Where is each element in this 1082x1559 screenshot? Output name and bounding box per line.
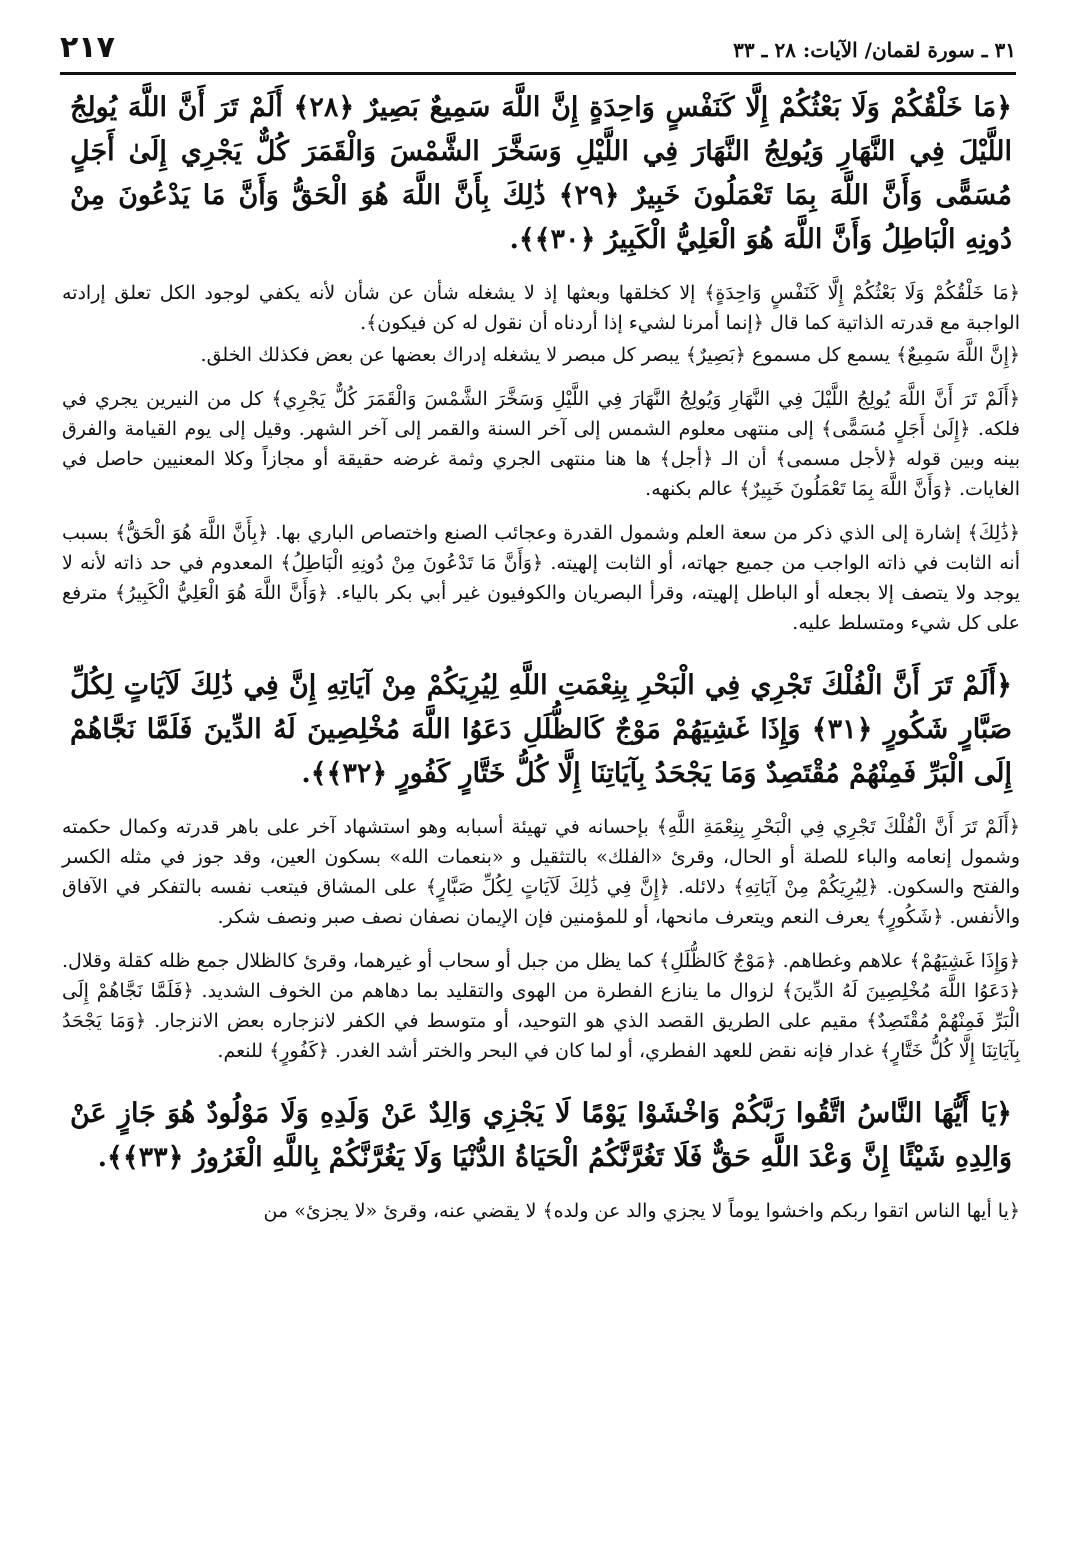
commentary-paragraph: ﴿ذَٰلِكَ﴾ إشارة إلى الذي ذكر من سعة العلم وشمول القدرة وعجائب الصنع واختصاص الباري بها. ﴿بِأَنَّ اللَّهَ هُوَ الْحَقُّ﴾ بسبب أنه الثابت في ذاته الواجب من جميع جهاته، أو الثابت إلهيته. ﴿وَأَنَّ مَا تَدْعُونَ مِنْ دُونِهِ الْبَاطِلُ﴾ المعدوم في حد ذاته لأنه لا يوجد ولا يتصف إلا بجعله أو الباطل إلهيته، وقرأ البصريان والكوفيون غير أبي بكر بالياء. ﴿وَأَنَّ اللَّهَ هُوَ الْعَلِيُّ الْكَبِيرُ﴾ مترفع على كل شيء ومتسلط عليه. <box>62 522 1020 634</box>
commentary-block <box>62 812 1020 932</box>
page-number: ٢١٧ <box>60 30 115 65</box>
commentary-paragraph: ﴿يا أيها الناس اتقوا ربكم واخشوا يوماً لا يجزي والد عن ولده﴾ لا يقضي عنه، وقرئ «لا يجزئ» من <box>263 1200 1020 1222</box>
quran-verse-block-31-32: ﴿أَلَمْ تَرَ أَنَّ الْفُلْكَ تَجْرِي فِي الْبَحْرِ بِنِعْمَتِ اللَّهِ لِيُرِيَكُمْ مِنْ آيَاتِهِ إِنَّ فِي ذَٰلِكَ لَآيَاتٍ لِكُلِّ صَبَّارٍ شَكُورٍ ﴿٣١﴾ وَإِذَا غَشِيَهُمْ مَوْجٌ كَالظُّلَلِ دَعَوُا اللَّهَ مُخْلِصِينَ لَهُ الدِّينَ فَلَمَّا نَجَّاهُمْ إِلَى الْبَرِّ فَمِنْهُمْ مُقْتَصِدٌ وَمَا يَجْحَدُ بِآيَاتِنَا إِلَّا كُلُّ خَتَّارٍ كَفُورٍ ﴿٣٢﴾﴾. <box>70 670 1012 789</box>
quran-verse-block-28-30: ﴿مَا خَلْقُكُمْ وَلَا بَعْثُكُمْ إِلَّا كَنَفْسٍ وَاحِدَةٍ إِنَّ اللَّهَ سَمِيعٌ بَصِيرٌ ﴿٢٨﴾ أَلَمْ تَرَ أَنَّ اللَّهَ يُولِجُ اللَّيْلَ فِي النَّهَارِ وَيُولِجُ النَّهَارَ فِي اللَّيْلِ وَسَخَّرَ الشَّمْسَ وَالْقَمَرَ كُلٌّ يَجْرِي إِلَىٰ أَجَلٍ مُسَمًّى وَأَنَّ اللَّهَ بِمَا تَعْمَلُونَ خَبِيرٌ ﴿٢٩﴾ ذَٰلِكَ بِأَنَّ اللَّهَ هُوَ الْحَقُّ وَأَنَّ مَا يَدْعُونَ مِنْ دُونِهِ الْبَاطِلُ وَأَنَّ اللَّهَ هُوَ الْعَلِيُّ الْكَبِيرُ ﴿٣٠﴾﴾. <box>70 92 1012 255</box>
quran-verse-block-33: ﴿يَا أَيُّهَا النَّاسُ اتَّقُوا رَبَّكُمْ وَاخْشَوْا يَوْمًا لَا يَجْزِي وَالِدٌ عَنْ وَلَدِهِ وَلَا مَوْلُودٌ هُوَ جَازٍ عَنْ وَالِدِهِ شَيْئًا إِنَّ وَعْدَ اللَّهِ حَقٌّ فَلَا تَغُرَّنَّكُمُ الْحَيَاةُ الدُّنْيَا وَلَا يَغُرَّنَّكُمْ بِاللَّهِ الْغَرُورُ ﴿٣٣﴾﴾. <box>70 1098 1012 1173</box>
commentary-block <box>62 278 1020 370</box>
page-header <box>60 30 1016 75</box>
commentary-paragraph: ﴿أَلَمْ تَرَ أَنَّ اللَّهَ يُولِجُ اللَّيْلَ فِي النَّهَارِ وَيُولِجُ النَّهَارَ فِي اللَّيْلِ وَسَخَّرَ الشَّمْسَ وَالْقَمَرَ كُلٌّ يَجْرِي﴾ كل من النيرين يجري في فلكه. ﴿إِلَىٰ أَجَلٍ مُسَمًّى﴾ إلى منتهى معلوم الشمس إلى آخر السنة والقمر إلى آخر الشهر. وقيل إلى يوم القيامة والفرق بينه وبين قوله ﴿لأجل مسمى﴾ أن الـ ﴿أجل﴾ ها هنا منتهى الجري وثمة غرضه حقيقة أو مجازاً وكلا المعنيين حاصل في الغايات. ﴿وَأَنَّ اللَّهَ بِمَا تَعْمَلُونَ خَبِيرٌ﴾ عالم بكنهه. <box>62 388 1020 500</box>
commentary-paragraph: ﴿إِنَّ اللَّهَ سَمِيعٌ﴾ يسمع كل مسموع ﴿بَصِيرٌ﴾ يبصر كل مبصر لا يشغله إدراك بعضها عن بعض فكذلك الخلق. <box>200 344 1020 366</box>
spacer <box>62 1080 1020 1092</box>
commentary-block <box>62 1196 1020 1226</box>
commentary-block <box>62 384 1020 504</box>
commentary-block <box>62 518 1020 638</box>
commentary-paragraph: ﴿أَلَمْ تَرَ أَنَّ الْفُلْكَ تَجْرِي فِي الْبَحْرِ بِنِعْمَةِ اللَّهِ﴾ بإحسانه في تهيئة أسبابه وهو استشهاد آخر على باهر قدرته وكمال حكمته وشمول إنعامه والباء للصلة أو الحال، وقرئ «الفلك» بالتثقيل و «بنعمات الله» بسكون العين، وقد جوز في مثله الكسر والفتح والسكون. ﴿لِيُرِيَكُمْ مِنْ آيَاتِهِ﴾ دلائله. ﴿إِنَّ فِي ذَٰلِكَ لَآيَاتٍ لِكُلِّ صَبَّارٍ﴾ على المشاق فيتعب نفسه بالتفكر في الآفاق والأنفس. ﴿شَكُورٍ﴾ يعرف النعم ويتعرف مانحها، أو للمؤمنين فإن الإيمان نصفان نصف صبر ونصف شكر. <box>62 816 1020 928</box>
spacer <box>62 652 1020 664</box>
running-title: ٣١ ـ سورة لقمان/ الآيات: ٢٨ ـ ٣٣ <box>733 38 1016 62</box>
page-body <box>62 86 1020 1240</box>
commentary-paragraph: ﴿وَإِذَا غَشِيَهُمْ﴾ علاهم وغطاهم. ﴿مَوْجٌ كَالظُّلَلِ﴾ كما يظل من جبل أو سحاب أو غيرهما، وقرئ كالظلال جمع ظله كقلة وقلال. ﴿دَعَوُا اللَّهَ مُخْلِصِينَ لَهُ الدِّينَ﴾ لزوال ما ينازع الفطرة من الهوى والتقليد بما دهاهم من الخوف الشديد. ﴿فَلَمَّا نَجَّاهُمْ إِلَى الْبَرِّ فَمِنْهُمْ مُقْتَصِدٌ﴾ مقيم على الطريق القصد الذي هو التوحيد، أو متوسط في الكفر لانزجاره بعض الانزجار. ﴿وَمَا يَجْحَدُ بِآيَاتِنَا إِلَّا كُلُّ خَتَّارٍ﴾ غدار فإنه نقض للعهد الفطري، أو لما كان في البحر والختر أشد الغدر. ﴿كَفُورٍ﴾ للنعم. <box>62 950 1020 1062</box>
commentary-paragraph: ﴿مَا خَلْقُكُمْ وَلَا بَعْثُكُمْ إِلَّا كَنَفْسٍ وَاحِدَةٍ﴾ إلا كخلقها وبعثها إذ لا يشغله شأن عن شأن لأنه يكفي لوجود الكل تعلق إرادته الواجبة مع قدرته الذاتية كما قال ﴿إنما أمرنا لشيء إذا أردناه أن نقول له كن فيكون﴾. <box>62 282 1020 334</box>
commentary-block <box>62 946 1020 1066</box>
